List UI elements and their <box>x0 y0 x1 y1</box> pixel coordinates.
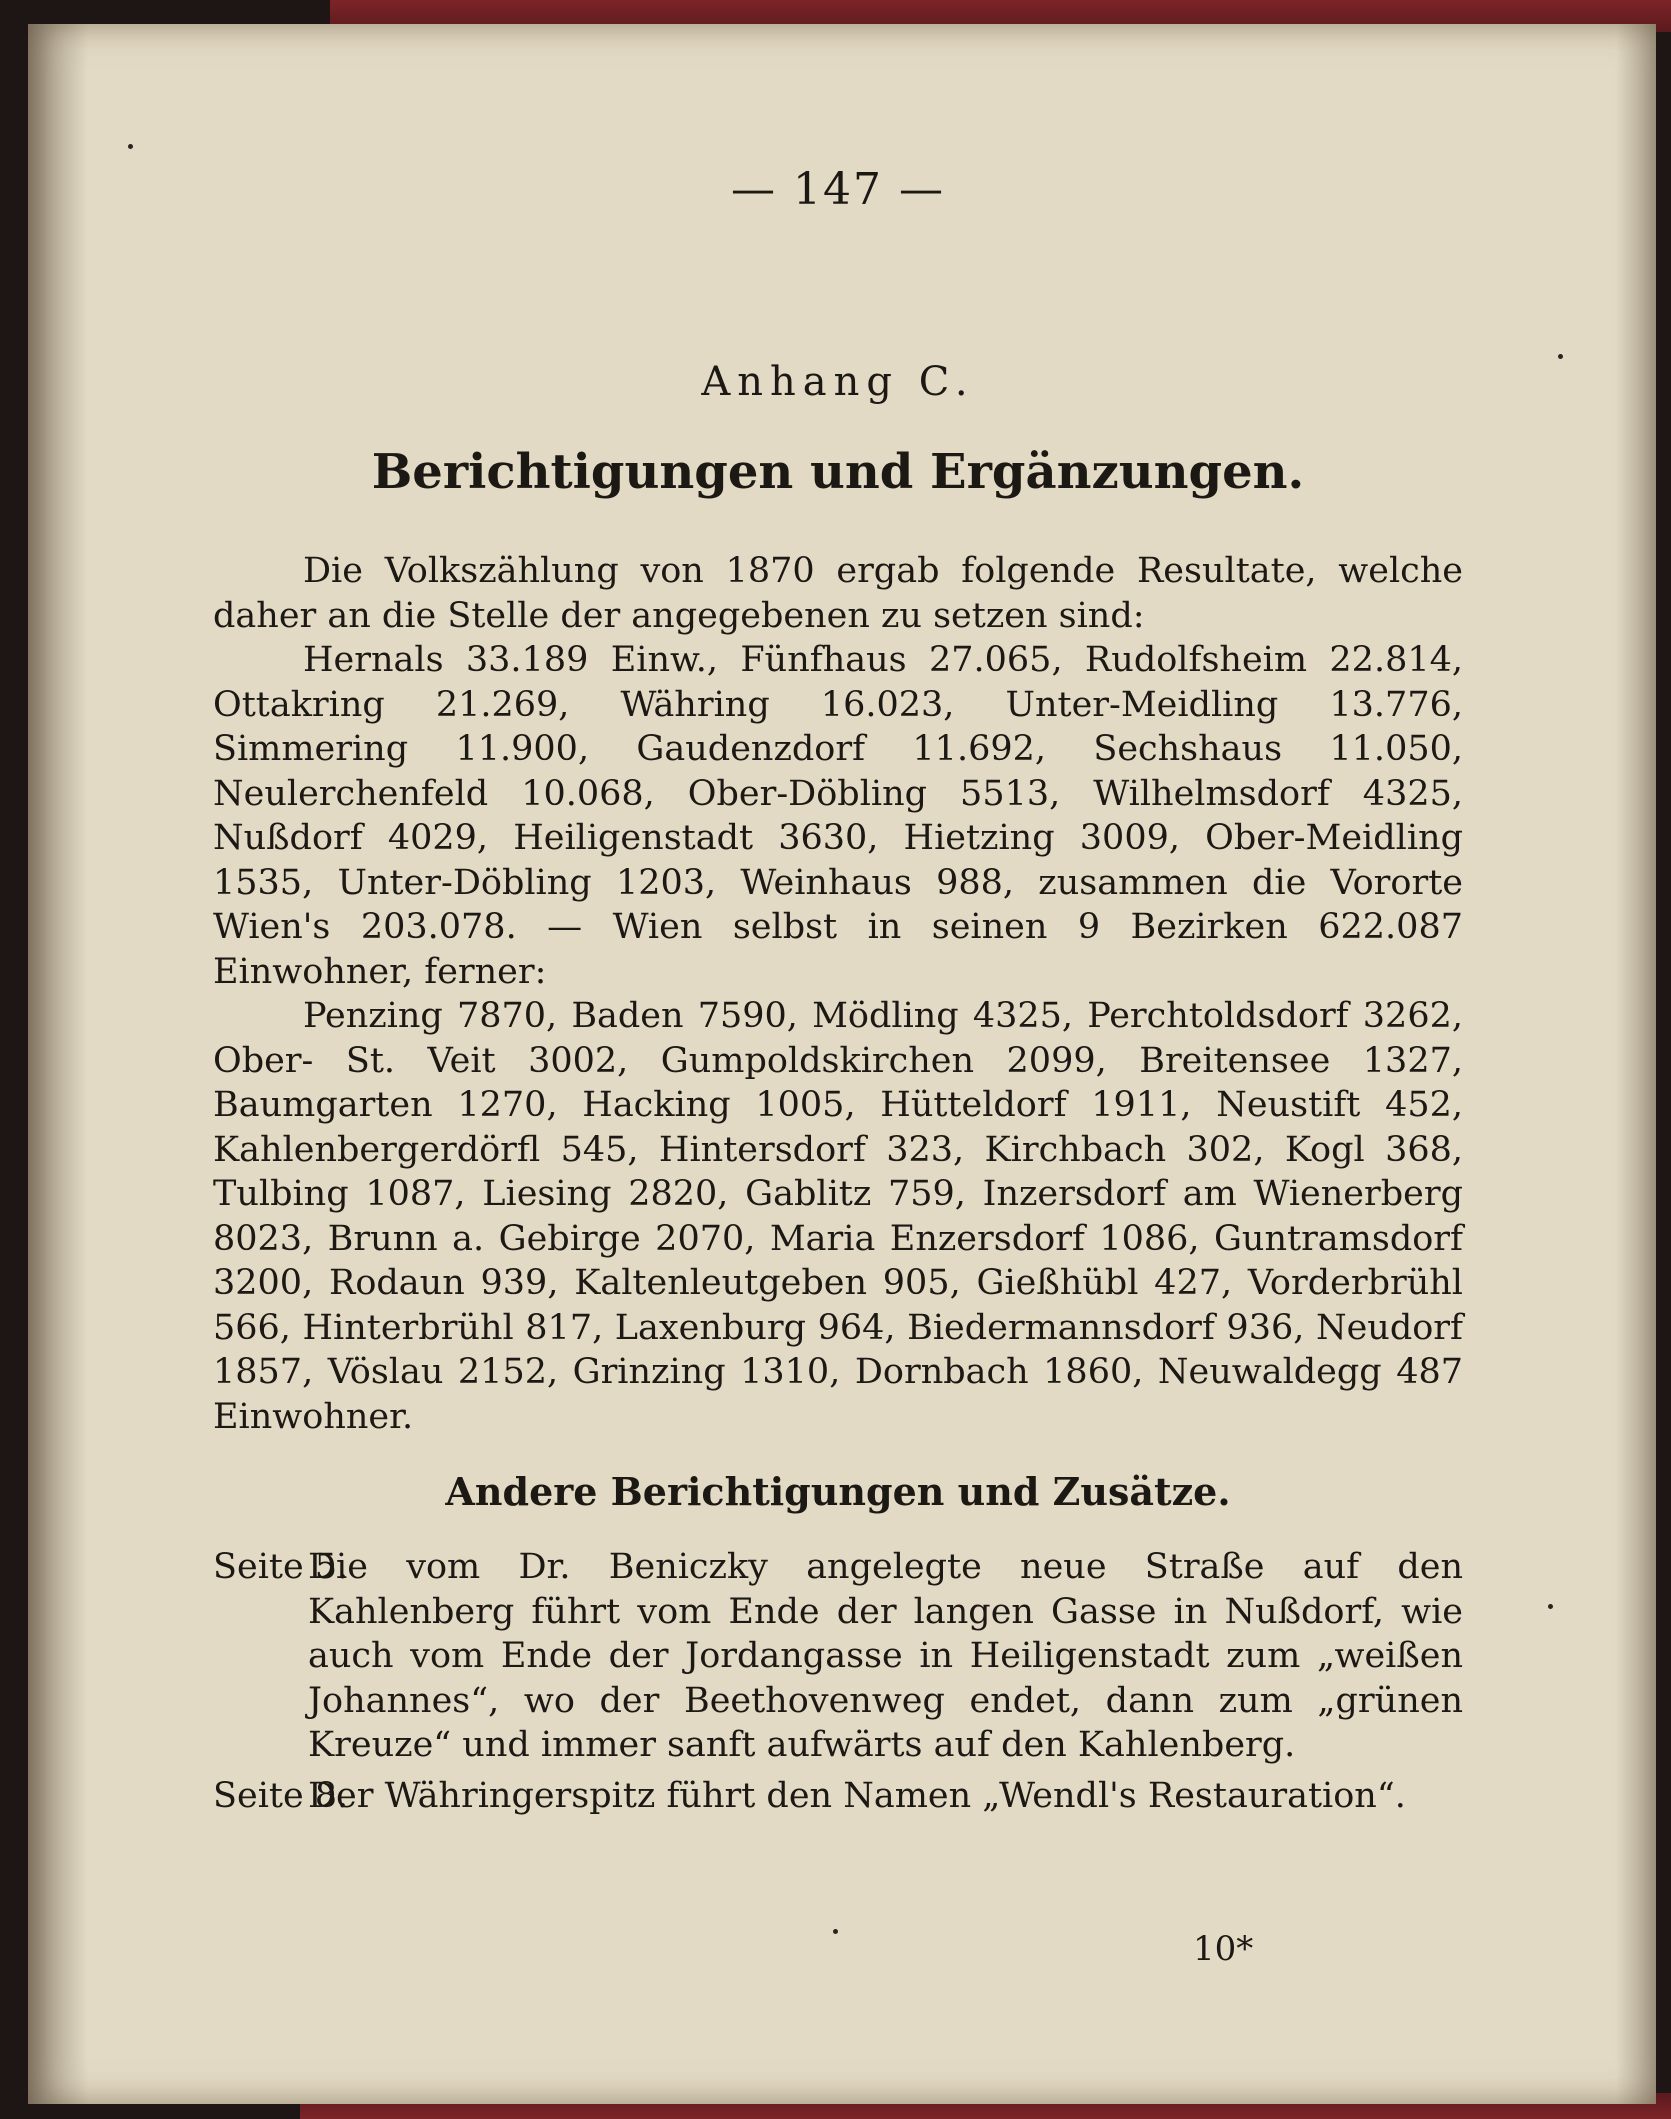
entry-text: Die vom Dr. Beniczky angelegte neue Straße auf den Kahlenberg führt vom Ende der langen Gasse in Nußdorf, wie auch vom Ende der Jordangasse in Heiligenstadt zum „weißen Johannes“, wo der Beethovenweg endet, dann zum „grünen Kreuze“ und immer sanft aufwärts auf den Kahlenberg. <box>308 1547 1463 1765</box>
page-content <box>213 164 1463 1818</box>
paper-speck <box>833 1929 838 1934</box>
entry-page-label: Seite 8. <box>213 1775 349 1816</box>
correction-entry <box>213 1545 1463 1768</box>
appendix-label: Anhang C. <box>701 359 975 405</box>
entry-text: Der Währingerspitz führt den Namen „Wendl's Restauration“. <box>308 1775 1406 1816</box>
census-paragraph-1: Hernals 33.189 Einw., Fünfhaus 27.065, Rudolfsheim 22.814, Ottakring 21.269, Währing 16.023, Unter-Meidling 13.776, Simmering 11.900, Gaudenzdorf 11.692, Sechshaus 11.050, Neulerchenfeld 10.068, Ober-Döbling 5513, Wilhelmsdorf 4325, Nußdorf 4029, Heiligenstadt 3630, Hietzing 3009, Ober-Meidling 1535, Unter-Döbling 1203, Weinhaus 988, zusammen die Vororte Wien's 203.078. — Wien selbst in seinen 9 Bezirken 622.087 Einwohner, ferner: <box>213 640 1463 992</box>
paper-speck <box>1548 1604 1553 1609</box>
page-edge-shadow <box>1616 24 1656 2104</box>
census-paragraph-2: Penzing 7870, Baden 7590, Mödling 4325, Perchtoldsdorf 3262, Ober- St. Veit 3002, Gumpoldskirchen 2099, Breitensee 1327, Baumgarten 1270, Hacking 1005, Hütteldorf 1911, Neustift 452, Kahlenbergerdörfl 545, Hintersdorf 323, Kirchbach 302, Kogl 368, Tulbing 1087, Liesing 2820, Gablitz 759, Inzersdorf am Wienerberg 8023, Brunn a. Gebirge 2070, Maria Enzersdorf 1086, Guntramsdorf 3200, Rodaun 939, Kaltenleutgeben 905, Gießhübl 427, Vorderbrühl 566, Hinterbrühl 817, Laxenburg 964, Biedermannsdorf 936, Neudorf 1857, Vöslau 2152, Grinzing 1310, Dornbach 1860, Neuwaldegg 487 Einwohner. <box>213 996 1463 1437</box>
intro-paragraph: Die Volkszählung von 1870 ergab folgende Resultate, welche daher an die Stelle der angegebenen zu setzen sind: <box>213 551 1463 636</box>
paper-speck <box>1558 354 1563 359</box>
paper-speck <box>128 144 133 149</box>
section-subtitle: Andere Berichtigungen und Zusätze. <box>445 1469 1231 1514</box>
spine-shadow <box>28 24 88 2104</box>
correction-entry <box>213 1774 1463 1819</box>
book-page <box>28 24 1656 2104</box>
signature-mark: 10* <box>1193 1929 1254 1969</box>
page-title: Berichtigungen und Ergänzungen. <box>371 444 1305 500</box>
entry-page-label: Seite 5. <box>213 1547 349 1587</box>
page-number: — 147 — <box>731 164 945 215</box>
